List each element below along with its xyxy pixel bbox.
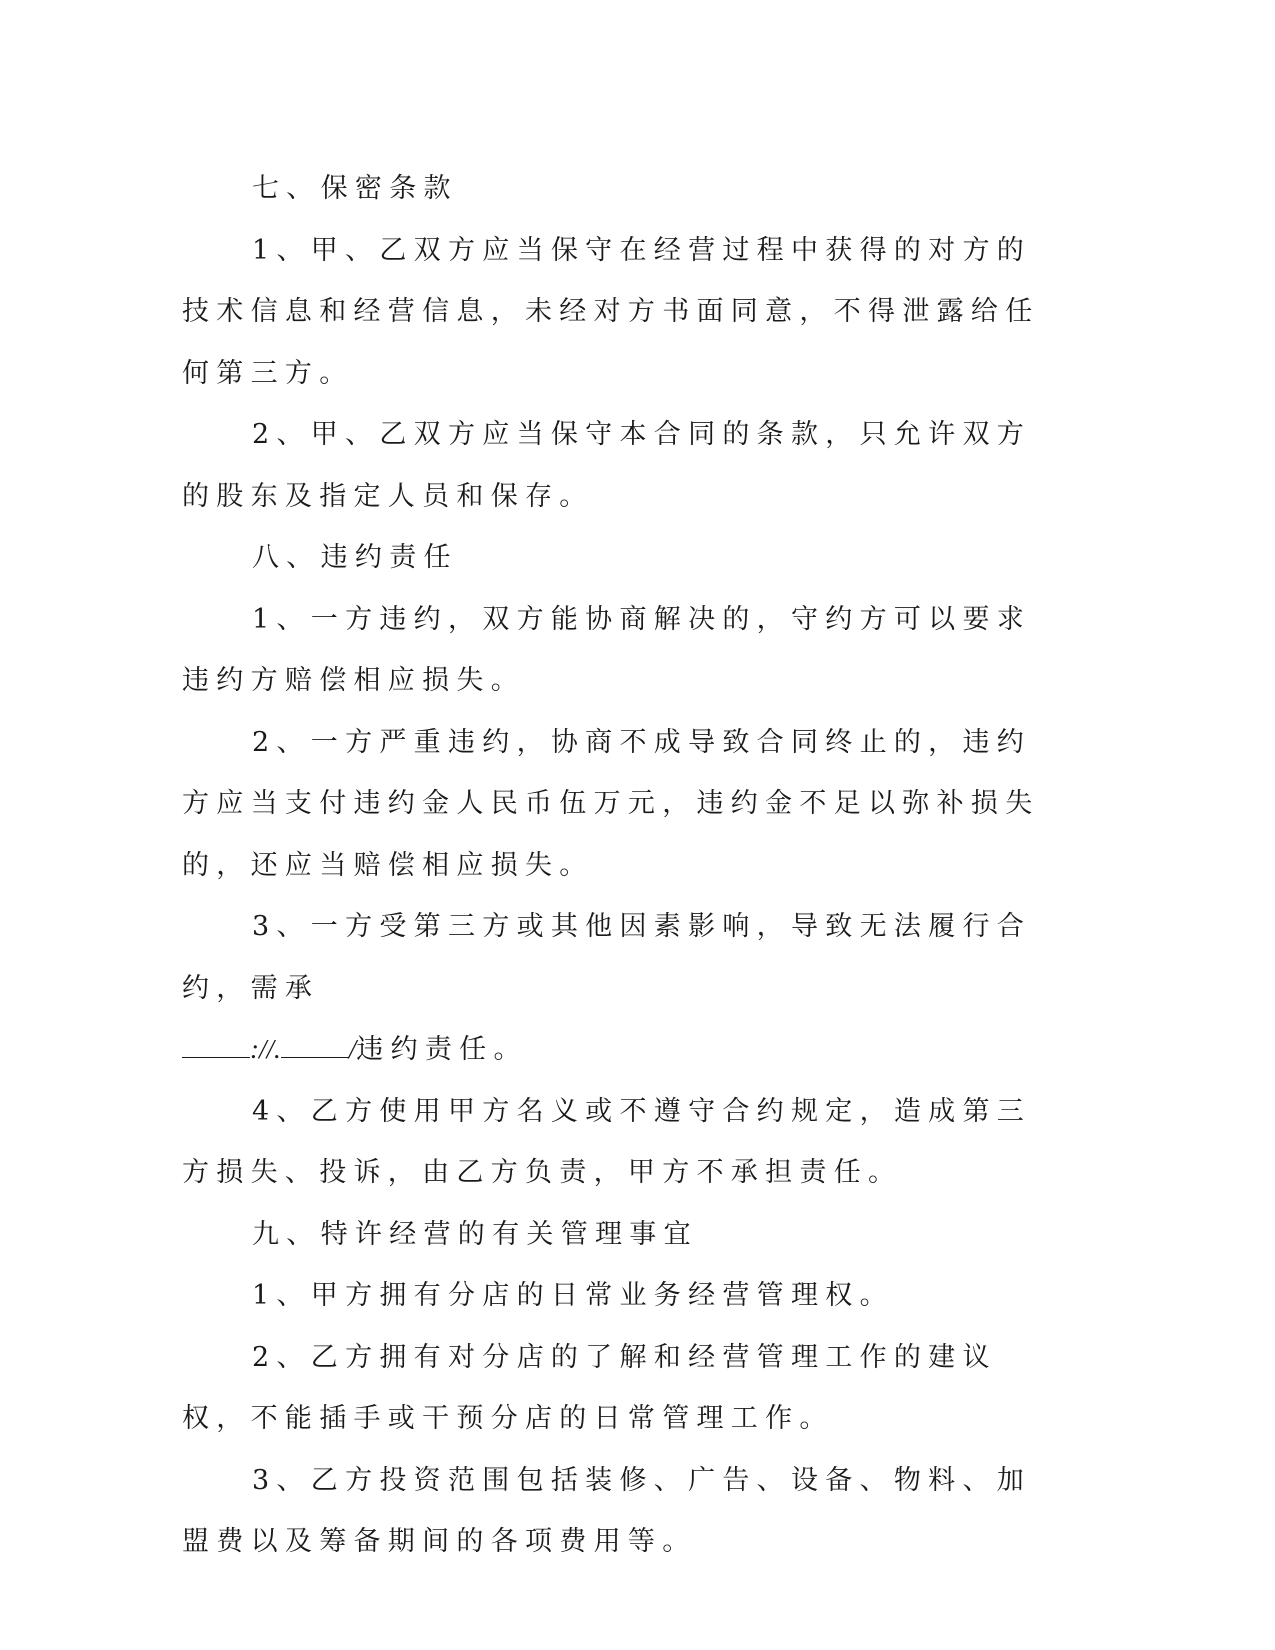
section-heading-management: 九、特许经营的有关管理事宜 xyxy=(252,1218,698,1250)
paragraph: 1、甲方拥有分店的日常业务经营管理权。 xyxy=(252,1280,894,1311)
paragraph: 2、甲、乙双方应当保守本合同的条款，只允许双方的股东及指定人员和保存。 xyxy=(182,419,1032,512)
paragraph: 4、乙方使用甲方名义或不遵守合约规定，造成第三方损失、投诉，由乙方负责，甲方不承担责任。 xyxy=(182,1095,1032,1188)
fill-blank xyxy=(182,1031,250,1058)
paragraph: 2、乙方拥有对分店的了解和经营管理工作的建议权，不能插手或干预分店的日常管理工作。 xyxy=(182,1341,997,1434)
document-page xyxy=(182,158,1062,1573)
blank-separator: / xyxy=(348,1034,357,1064)
blank-separator: ://. xyxy=(250,1034,281,1064)
fill-blank xyxy=(281,1031,349,1058)
section-heading-confidentiality: 七、保密条款 xyxy=(252,173,458,204)
paragraph: 3、一方受第三方或其他因素影响，导致无法履行合约，需承 xyxy=(182,911,1032,1004)
paragraph: 1、甲、乙双方应当保守在经营过程中获得的对方的技术信息和经营信息，未经对方书面同意，不得泄露给任何第三方。 xyxy=(182,234,1040,389)
paragraph: 2、一方严重违约，协商不成导致合同终止的，违约方应当支付违约金人民币伍万元，违约金不足以弥补损失的，还应当赔偿相应损失。 xyxy=(182,726,1040,881)
paragraph: 1、一方违约，双方能协商解决的，守约方可以要求违约方赔偿相应损失。 xyxy=(182,603,1032,696)
section-heading-liability: 八、违约责任 xyxy=(252,542,458,573)
blank-line-tail: 违约责任。 xyxy=(356,1034,528,1065)
paragraph: 3、乙方投资范围包括装修、广告、设备、物料、加盟费以及筹备期间的各项费用等。 xyxy=(182,1464,1032,1557)
blank-fill-line xyxy=(182,1019,1062,1081)
